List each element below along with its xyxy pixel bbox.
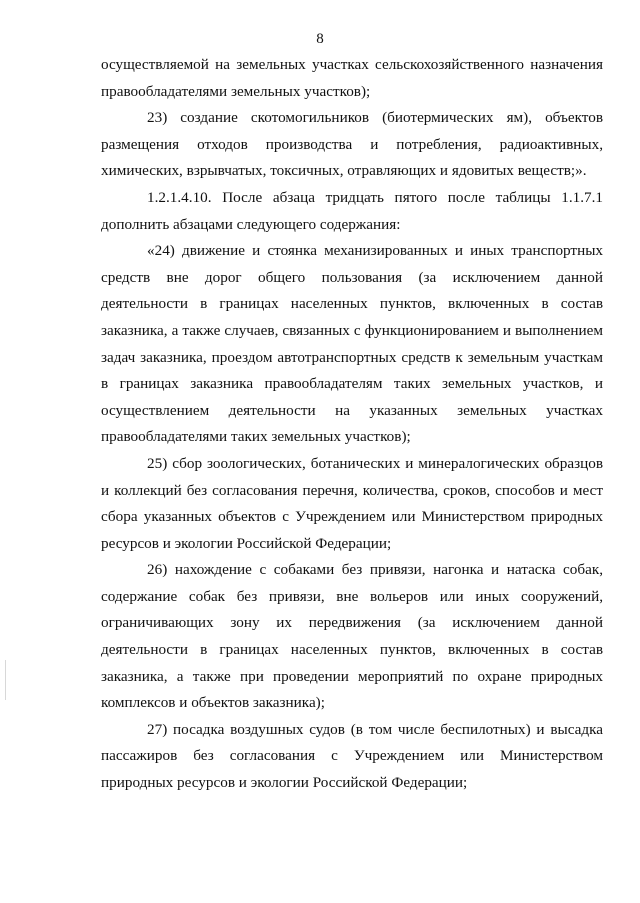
document-body: [101, 52, 603, 797]
paragraph-item-25: 25) сбор зоологических, ботанических и минералогических образцов и коллекций без согласования перечня, количества, сроков, способов и мест сбора указанных объектов с Учреждением или Министерством природных ресурсов и экологии Российской Федерации;: [101, 454, 603, 552]
scan-edge-mark: [5, 660, 6, 700]
paragraph-continuation: осуществляемой на земельных участках сельскохозяйственного назначения правообладателями земельных участков);: [101, 56, 603, 100]
paragraph-item-26: 26) нахождение с собаками без привязи, нагонка и натаска собак, содержание собак без привязи, вне вольеров или иных сооружений, ограничивающих зону их передвижения (за исключением данной деятельности в границах населенных пунктов, включенных в состав заказника, а также при проведении мероприятий по охране природных комплексов и объектов заказника);: [101, 561, 603, 712]
paragraph-item-27: 27) посадка воздушных судов (в том числе беспилотных) и высадка пассажиров без согласования с Учреждением или Министерством природных ресурсов и экологии Российской Федерации;: [101, 720, 603, 792]
page-number: 8: [316, 31, 324, 47]
paragraph-amendment-1-2-1-4-10: 1.2.1.4.10. После абзаца тридцать пятого после таблицы 1.1.7.1 дополнить абзацами следующего содержания:: [101, 188, 603, 233]
paragraph-item-24: «24) движение и стоянка механизированных и иных транспортных средств вне дорог общего пользования (за исключением данной деятельности в границах населенных пунктов, включенных в состав заказника, а также случаев, связанных с функционированием и выполнением задач заказника, проездом автотранспортных средств к земельным участкам в границах заказника правообладателям таких земельных участков, и осуществлением деятельности на указанных земельных участках правообладателями таких земельных участков);: [101, 242, 603, 446]
paragraph-item-23: 23) создание скотомогильников (биотермических ям), объектов размещения отходов производства и потребления, радиоактивных, химических, взрывчатых, токсичных, отравляющих и ядовитых веществ;».: [101, 109, 603, 180]
